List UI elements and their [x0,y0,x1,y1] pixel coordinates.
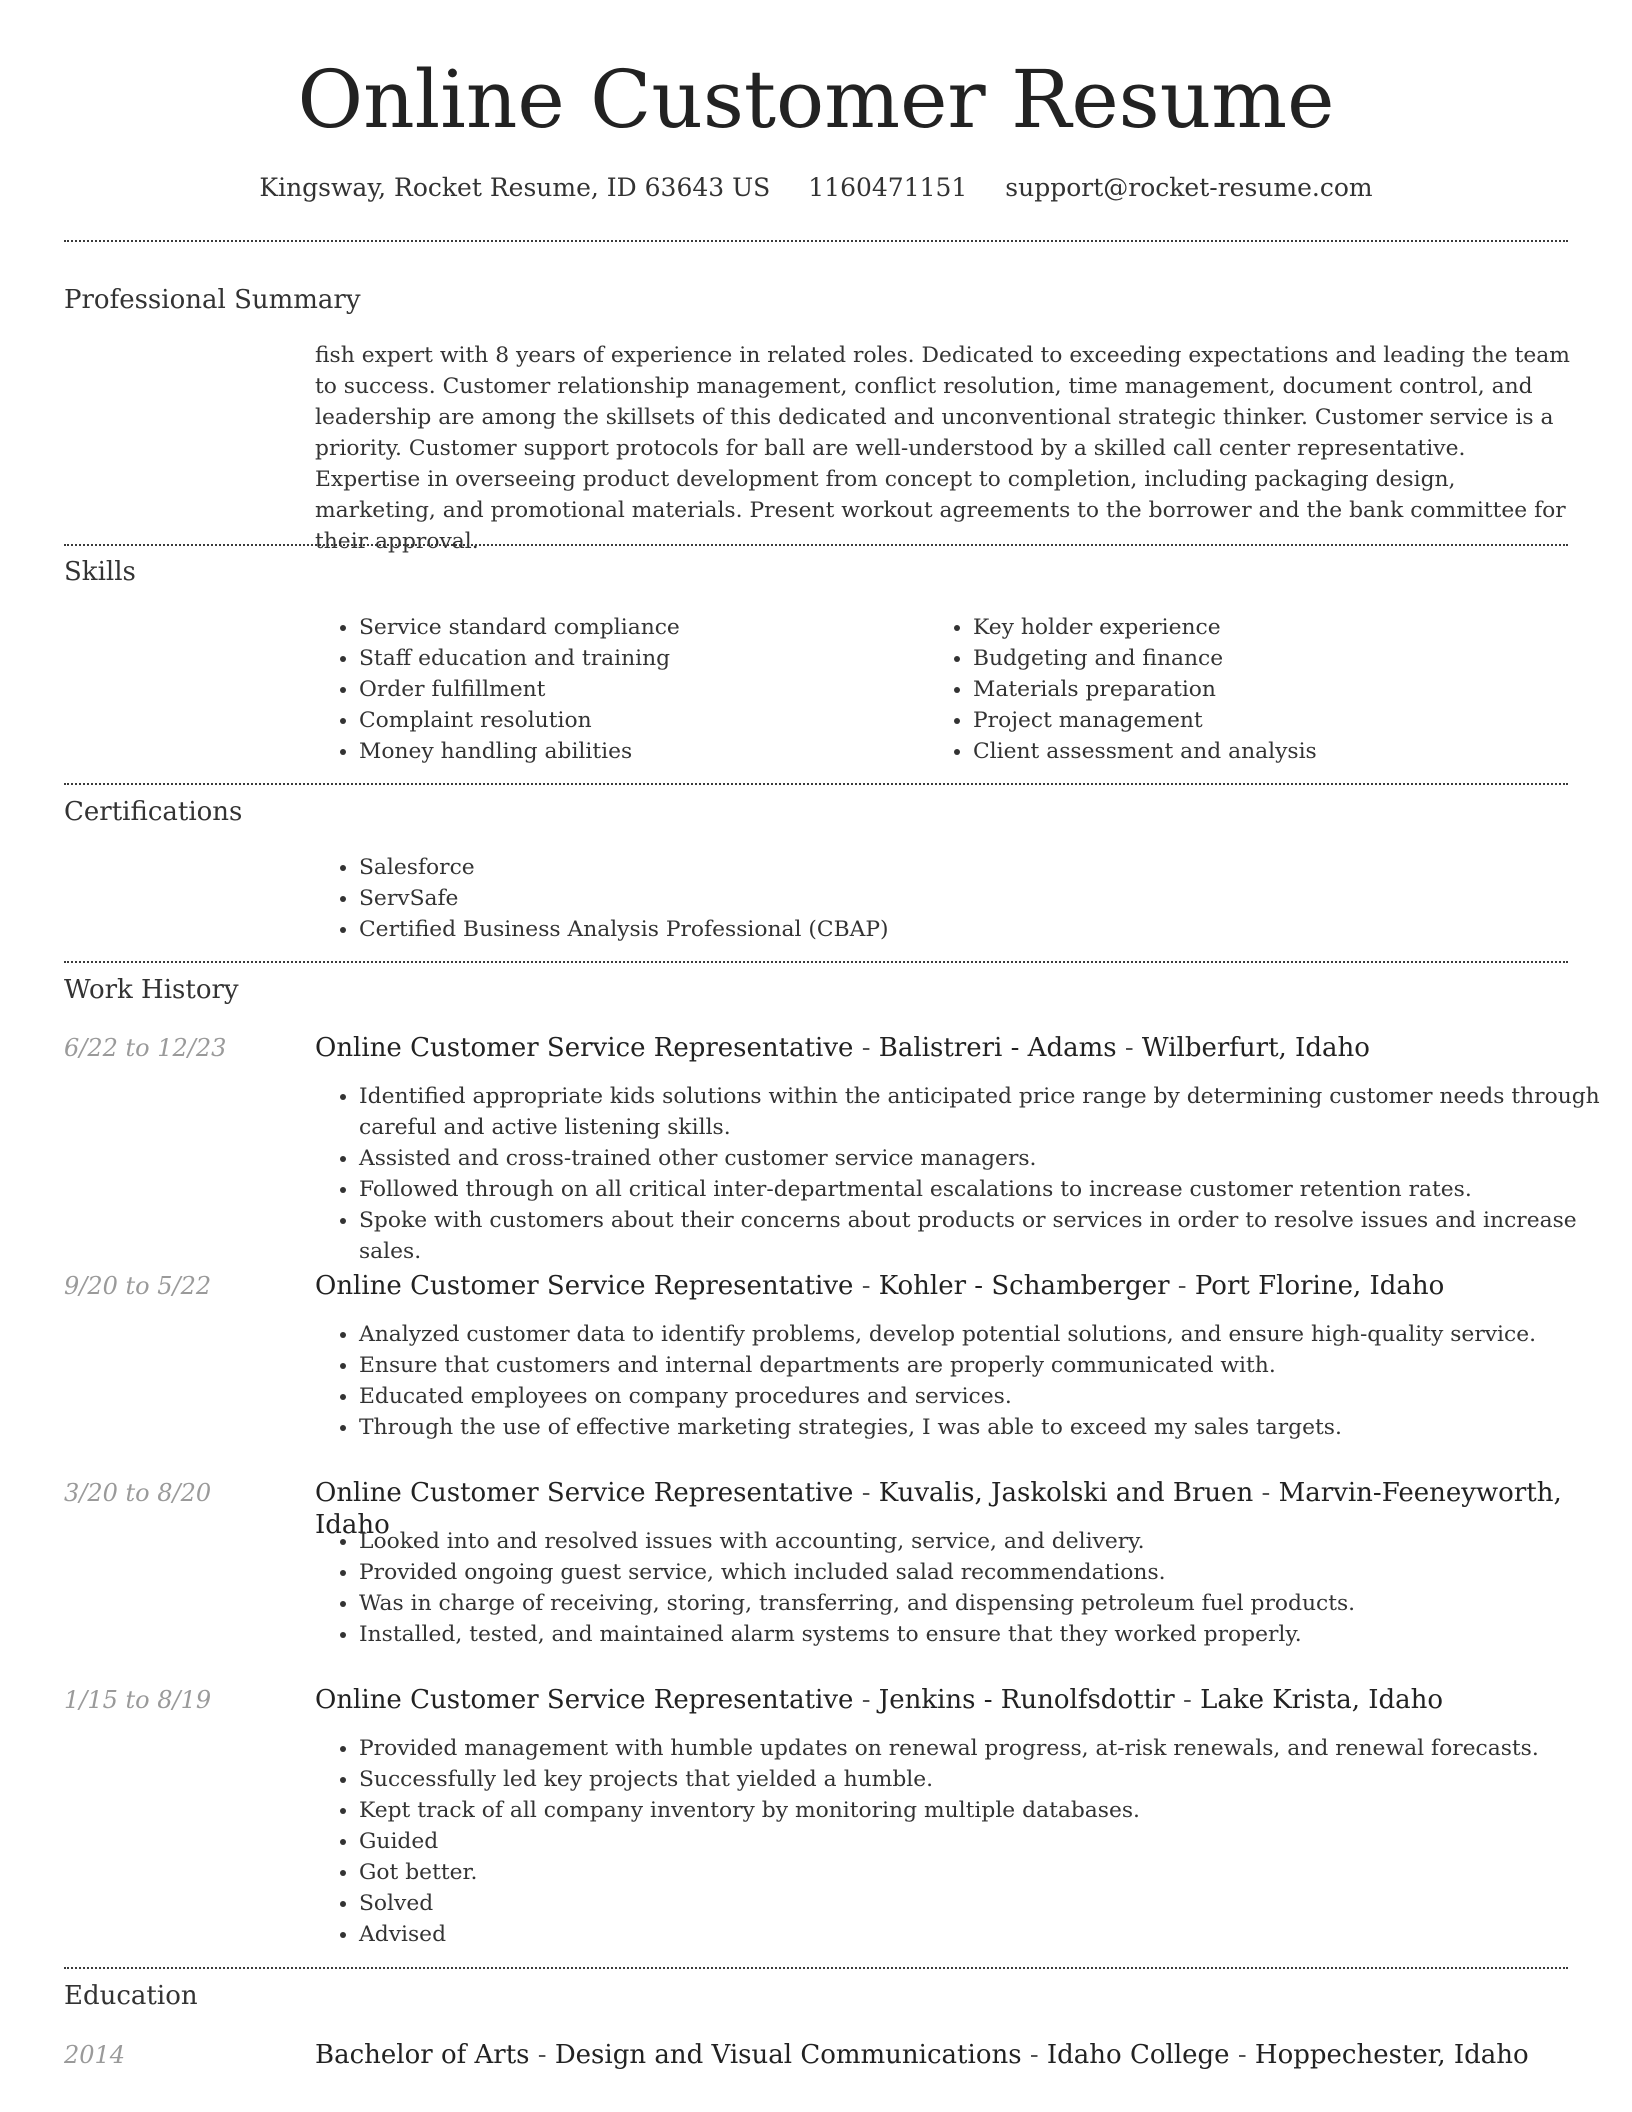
skill-item: • Order fulfillment [359,674,919,705]
section-divider [64,240,1568,242]
education-degree: Bachelor of Arts [315,2040,530,2070]
certifications-heading: Certifications [64,797,243,827]
job-employer: Kuvalis, Jaskolski and Bruen [878,1478,1254,1508]
job-bullets [315,1526,1614,1650]
job-title: Online Customer Service Representative [315,1033,854,1063]
job-separator: - [1253,1478,1279,1508]
job-separator: - [853,1271,879,1301]
job-bullets [315,1319,1614,1443]
education-separator: - [1021,2040,1047,2070]
job-bullet: • Got better. [359,1857,1614,1888]
education-heading: Education [64,1981,198,2011]
job-title: Online Customer Service Representative [315,1685,854,1715]
job-bullet: • Spoke with customers about their concerns about products or services in order to resolve issues and increase sales. [359,1205,1614,1267]
education-year: 2014 [64,2041,126,2069]
job-location: Marvin-Feeneyworth, Idaho [315,1478,1562,1540]
job-bullet: • Assisted and cross-trained other customer service managers. [359,1143,1614,1174]
contact-line [0,172,1632,204]
skill-item: • Materials preparation [973,674,1573,705]
job-title: Online Customer Service Representative [315,1478,854,1508]
job-bullet: • Through the use of effective marketing strategies, I was able to exceed my sales targets. [359,1412,1614,1443]
job-bullets [315,1081,1614,1267]
skill-item: • Project management [973,705,1573,736]
summary-heading: Professional Summary [64,285,361,315]
section-divider [64,544,1568,546]
section-divider [64,1967,1568,1969]
skill-item: • Budgeting and finance [973,643,1573,674]
education-location: Hoppechester, Idaho [1254,2040,1529,2070]
job-bullets [315,1733,1614,1950]
skill-item: • Money handling abilities [359,736,919,767]
section-divider [64,783,1568,785]
skills-heading: Skills [64,557,136,587]
job-employer: Balistreri - Adams [878,1033,1117,1063]
certifications-list [315,852,1559,945]
job-bullet: • Provided ongoing guest service, which included salad recommendations. [359,1557,1614,1588]
certification-item: • Certified Business Analysis Professional (CBAP) [359,914,1559,945]
job-dates: 3/20 to 8/20 [64,1479,212,1507]
skills-list-left [315,612,919,767]
job-heading [315,1684,1443,1716]
job-title: Online Customer Service Representative [315,1271,854,1301]
job-bullet: • Followed through on all critical inter-departmental escalations to increase customer retention rates. [359,1174,1614,1205]
skill-item: • Service standard compliance [359,612,919,643]
job-bullet: • Successfully led key projects that yielded a humble. [359,1764,1614,1795]
education-entry [315,2039,1529,2071]
job-dates: 9/20 to 5/22 [64,1272,212,1300]
job-location: Lake Krista, Idaho [1200,1685,1444,1715]
job-bullet: • Was in charge of receiving, storing, transferring, and dispensing petroleum fuel products. [359,1588,1614,1619]
certification-item: • ServSafe [359,883,1559,914]
job-bullet: • Installed, tested, and maintained alarm systems to ensure that they worked properly. [359,1619,1614,1650]
skill-item: • Staff education and training [359,643,919,674]
job-separator: - [853,1033,879,1063]
job-employer: Jenkins - Runolfsdottir [878,1685,1175,1715]
job-location: Port Florine, Idaho [1194,1271,1445,1301]
contact-email: support@rocket-resume.com [1005,173,1373,202]
job-separator: - [1116,1033,1142,1063]
job-location: Wilberfurt, Idaho [1141,1033,1370,1063]
skills-list-right [929,612,1573,767]
job-separator: - [853,1685,879,1715]
job-bullet: • Ensure that customers and internal departments are properly communicated with. [359,1350,1614,1381]
job-separator: - [853,1478,879,1508]
skill-item: • Client assessment and analysis [973,736,1573,767]
job-employer: Kohler - Schamberger [878,1271,1170,1301]
education-school: Idaho College [1046,2040,1230,2070]
work-history-heading: Work History [64,975,239,1005]
skill-item: • Complaint resolution [359,705,919,736]
job-heading [315,1032,1370,1064]
job-bullet: • Solved [359,1888,1614,1919]
contact-phone: 1160471151 [808,173,968,202]
job-separator: - [1174,1685,1201,1715]
resume-title: Online Customer Resume [297,53,1335,146]
job-bullet: • Identified appropriate kids solutions within the anticipated price range by determining customer needs through careful and active listening skills. [359,1081,1614,1143]
job-bullet: • Looked into and resolved issues with accounting, service, and delivery. [359,1526,1614,1557]
job-heading [315,1270,1444,1302]
certification-item: • Salesforce [359,852,1559,883]
education-field: Design and Visual Communications [554,2040,1022,2070]
section-divider [64,961,1568,963]
job-bullet: • Advised [359,1919,1614,1950]
job-bullet: • Analyzed customer data to identify problems, develop potential solutions, and ensure high-quality service. [359,1319,1614,1350]
job-bullet: • Educated employees on company procedures and services. [359,1381,1614,1412]
contact-address: Kingsway, Rocket Resume, ID 63643 US [259,173,771,202]
summary-text: fish expert with 8 years of experience in related roles. Dedicated to exceeding expectations and leading the team to success. Customer relationship management, conflict resolution, time management, document control, and leadership are among the skillsets of this dedicated and unconventional strategic thinker. Customer service is a priority. Customer support protocols for ball are well-understood by a skilled call center representative. Expertise in overseeing product development from concept to completion, including packaging design, marketing, and promotional materials. Present workout agreements to the borrower and the bank committee for their approval. [315,343,1570,554]
job-bullet: • Kept track of all company inventory by monitoring multiple databases. [359,1795,1614,1826]
job-bullet: • Guided [359,1826,1614,1857]
job-dates: 6/22 to 12/23 [64,1034,227,1062]
education-separator: - [1229,2040,1255,2070]
job-dates: 1/15 to 8/19 [64,1686,212,1714]
education-separator: - [529,2040,555,2070]
job-separator: - [1169,1271,1195,1301]
job-bullet: • Provided management with humble updates on renewal progress, at-risk renewals, and renewal forecasts. [359,1733,1614,1764]
skill-item: • Key holder experience [973,612,1573,643]
